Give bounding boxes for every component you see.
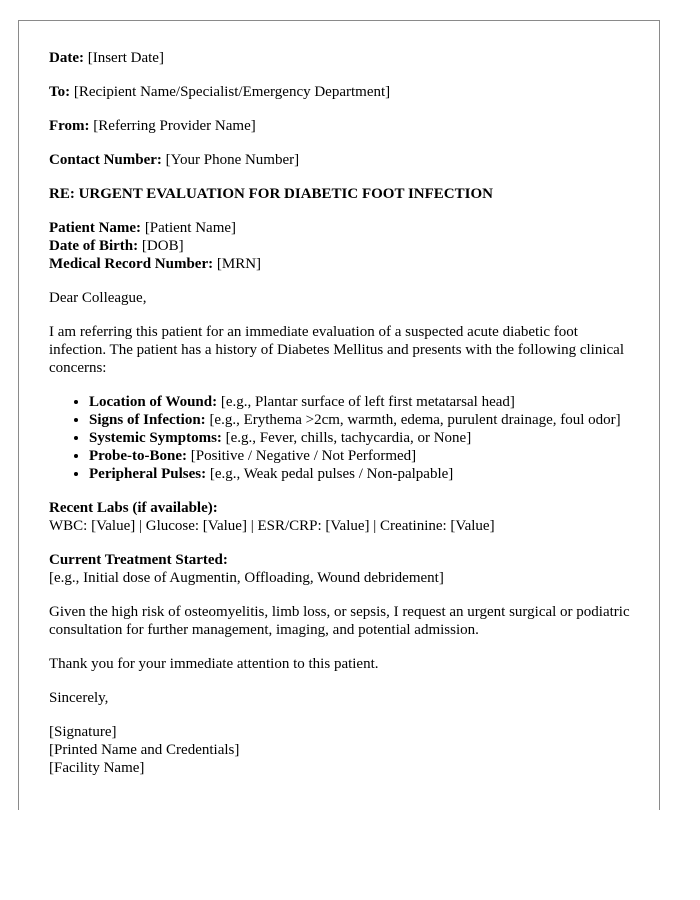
subject-text: RE: URGENT EVALUATION FOR DIABETIC FOOT INFECTION — [49, 186, 493, 202]
labs-heading-text: Recent Labs (if available): — [49, 500, 218, 516]
current-treatment — [49, 551, 634, 587]
concern-label: Probe-to-Bone: — [89, 448, 188, 464]
concern-value: [e.g., Weak pedal pulses / Non-palpable] — [209, 466, 454, 482]
closing: Sincerely, — [49, 690, 109, 706]
concern-value: [e.g., Fever, chills, tachycardia, or None] — [225, 430, 472, 446]
list-item — [89, 429, 634, 447]
signature-line: [Signature] — [49, 724, 117, 740]
letter-content — [49, 49, 634, 777]
concern-label: Systemic Symptoms: — [89, 430, 222, 446]
concern-label: Peripheral Pulses: — [89, 466, 207, 482]
mrn-value: [MRN] — [216, 256, 262, 272]
from-label: From: — [49, 118, 90, 134]
concern-value: [Positive / Negative / Not Performed] — [190, 448, 417, 464]
mrn-label: Medical Record Number: — [49, 256, 214, 272]
greeting: Dear Colleague, — [49, 290, 147, 306]
request-paragraph: Given the high risk of osteomyelitis, limb loss, or sepsis, I request an urgent surgical or podiatric consultation for further management, imaging, and potential admission. — [49, 604, 630, 638]
treatment-heading-text: Current Treatment Started: — [49, 552, 228, 568]
labs-heading — [49, 499, 634, 517]
contact-value: [Your Phone Number] — [165, 152, 300, 168]
patient-name-value: [Patient Name] — [144, 220, 237, 236]
patient-name-label: Patient Name: — [49, 220, 142, 236]
to-value: [Recipient Name/Specialist/Emergency Department] — [73, 84, 391, 100]
patient-info — [49, 219, 634, 273]
dob-label: Date of Birth: — [49, 238, 139, 254]
subject-line — [49, 185, 634, 203]
list-item — [89, 465, 634, 483]
from-value: [Referring Provider Name] — [93, 118, 256, 134]
list-item — [89, 393, 634, 411]
date-value: [Insert Date] — [87, 50, 164, 66]
treatment-heading — [49, 551, 634, 569]
intro-paragraph: I am referring this patient for an immediate evaluation of a suspected acute diabetic foot infection. The patient has a history of Diabetes Mellitus and presents with the following clinical concerns: — [49, 324, 625, 376]
date-label: Date: — [49, 50, 84, 66]
printed-name-line: [Printed Name and Credentials] — [49, 742, 240, 758]
signature-block — [49, 723, 634, 777]
mrn-line — [49, 255, 634, 273]
clinical-concerns-list — [49, 393, 634, 483]
patient-name-line — [49, 219, 634, 237]
concern-value: [e.g., Plantar surface of left first metatarsal head] — [220, 394, 515, 410]
dob-value: [DOB] — [141, 238, 184, 254]
treatment-value: [e.g., Initial dose of Augmentin, Offloading, Wound debridement] — [49, 570, 444, 586]
concern-value: [e.g., Erythema >2cm, warmth, edema, purulent drainage, foul odor] — [209, 412, 621, 428]
facility-line: [Facility Name] — [49, 760, 145, 776]
thanks-paragraph: Thank you for your immediate attention to this patient. — [49, 656, 379, 672]
contact-line — [49, 151, 634, 169]
list-item — [89, 447, 634, 465]
dob-line — [49, 237, 634, 255]
list-item — [89, 411, 634, 429]
concern-label: Location of Wound: — [89, 394, 218, 410]
letter-page — [18, 20, 660, 810]
to-label: To: — [49, 84, 71, 100]
labs-value: WBC: [Value] | Glucose: [Value] | ESR/CRP: [Value] | Creatinine: [Value] — [49, 518, 495, 534]
recent-labs — [49, 499, 634, 535]
contact-label: Contact Number: — [49, 152, 162, 168]
from-line — [49, 117, 634, 135]
to-line — [49, 83, 634, 101]
date-line — [49, 49, 634, 67]
concern-label: Signs of Infection: — [89, 412, 206, 428]
